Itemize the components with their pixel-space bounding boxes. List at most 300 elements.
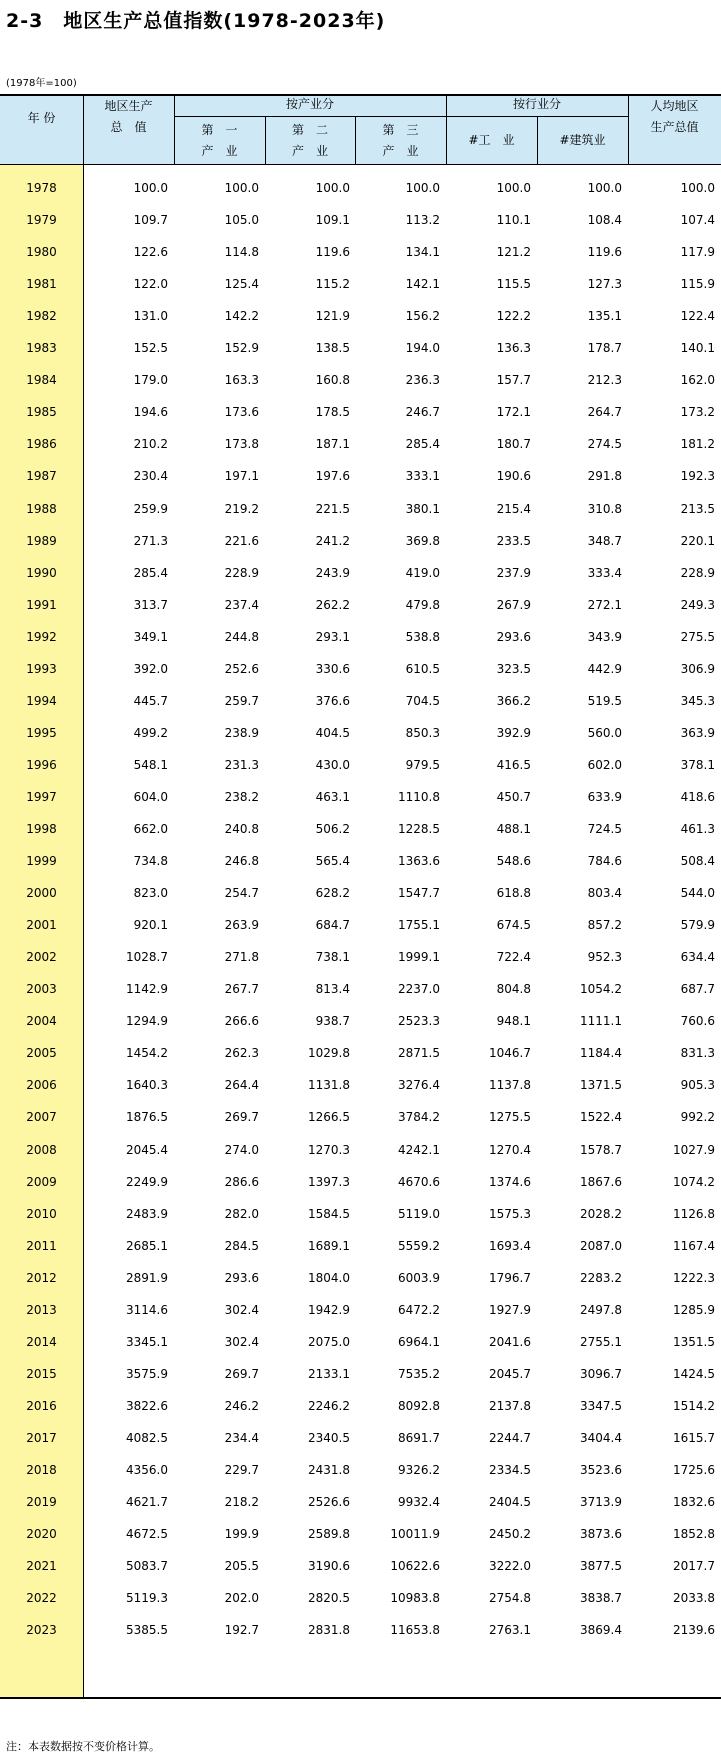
header-secondary xyxy=(265,120,355,162)
value-cell: 724.5 xyxy=(587,822,622,836)
value-cell: 2763.1 xyxy=(489,1623,531,1638)
header-year xyxy=(0,108,83,129)
value-cell: 210.2 xyxy=(133,437,168,452)
table-row xyxy=(0,1614,721,1646)
value-cell: 205.5 xyxy=(224,1559,259,1574)
header-construction-label: #建筑业 xyxy=(559,133,606,147)
year-cell: 1992 xyxy=(26,629,57,644)
value-cell: 2483.9 xyxy=(126,1206,168,1221)
value-cell: 2334.5 xyxy=(489,1463,531,1477)
value-cell: 348.7 xyxy=(587,533,622,548)
value-cell: 115.5 xyxy=(496,277,531,292)
value-cell: 1689.1 xyxy=(308,1238,350,1253)
value-cell: 142.2 xyxy=(224,309,259,324)
year-cell: 2020 xyxy=(26,1527,57,1542)
value-cell: 2589.8 xyxy=(308,1527,350,1542)
value-cell: 1804.0 xyxy=(308,1270,350,1285)
table-row xyxy=(0,1069,721,1101)
value-cell: 244.8 xyxy=(224,629,259,644)
value-cell: 2045.7 xyxy=(489,1366,531,1381)
value-cell: 10983.8 xyxy=(390,1591,440,1606)
table-row xyxy=(0,653,721,685)
value-cell: 241.2 xyxy=(315,533,350,548)
value-cell: 1578.7 xyxy=(580,1142,622,1157)
value-cell: 3877.5 xyxy=(580,1559,622,1574)
value-cell: 293.6 xyxy=(496,629,531,644)
value-cell: 1832.6 xyxy=(673,1495,715,1510)
value-cell: 237.4 xyxy=(224,597,259,612)
value-cell: 548.6 xyxy=(496,854,531,869)
value-cell: 272.1 xyxy=(587,597,622,612)
value-cell: 249.3 xyxy=(680,597,715,612)
value-cell: 231.3 xyxy=(224,757,259,772)
value-cell: 107.4 xyxy=(680,213,715,228)
value-cell: 404.5 xyxy=(315,725,350,740)
value-cell: 1640.3 xyxy=(126,1078,168,1093)
value-cell: 282.0 xyxy=(224,1206,259,1221)
header-per-capita-line1: 人均地区 xyxy=(650,99,699,113)
value-cell: 246.8 xyxy=(224,854,259,869)
header-tertiary xyxy=(355,120,446,162)
value-cell: 508.4 xyxy=(680,854,715,869)
value-cell: 221.5 xyxy=(315,501,350,516)
value-cell: 190.6 xyxy=(496,469,531,484)
value-cell: 488.1 xyxy=(496,822,531,836)
value-cell: 192.3 xyxy=(680,469,715,484)
value-cell: 380.1 xyxy=(405,501,440,516)
value-cell: 323.5 xyxy=(496,661,531,676)
value-cell: 784.6 xyxy=(587,854,622,869)
value-cell: 135.1 xyxy=(587,309,622,324)
table-row xyxy=(0,332,721,364)
value-cell: 704.5 xyxy=(405,693,440,708)
value-cell: 271.8 xyxy=(224,950,259,965)
value-cell: 252.6 xyxy=(224,661,259,676)
unit-note: (1978年=100) xyxy=(6,78,77,89)
value-cell: 920.1 xyxy=(133,918,168,933)
value-cell: 2340.5 xyxy=(308,1430,350,1445)
value-cell: 6964.1 xyxy=(398,1334,440,1349)
table-row xyxy=(0,973,721,1005)
value-cell: 172.1 xyxy=(496,405,531,420)
header-by-sector xyxy=(446,94,628,115)
value-cell: 565.4 xyxy=(315,854,350,869)
table-bottom-border xyxy=(0,1697,721,1699)
value-cell: 1029.8 xyxy=(308,1046,350,1061)
value-cell: 4356.0 xyxy=(126,1463,168,1477)
value-cell: 230.4 xyxy=(133,469,168,484)
value-cell: 259.7 xyxy=(224,693,259,708)
value-cell: 136.3 xyxy=(496,341,531,356)
value-cell: 134.1 xyxy=(405,245,440,260)
value-cell: 722.4 xyxy=(496,950,531,965)
table-row xyxy=(0,1294,721,1326)
year-cell: 1985 xyxy=(26,405,57,420)
value-cell: 1522.4 xyxy=(580,1110,622,1125)
value-cell: 544.0 xyxy=(680,886,715,901)
value-cell: 269.7 xyxy=(224,1366,259,1381)
value-cell: 1796.7 xyxy=(489,1270,531,1285)
table-row xyxy=(0,236,721,268)
year-cell: 1990 xyxy=(26,565,57,580)
value-cell: 938.7 xyxy=(315,1014,350,1029)
value-cell: 2137.8 xyxy=(489,1398,531,1413)
value-cell: 100.0 xyxy=(496,181,531,195)
value-cell: 804.8 xyxy=(496,982,531,997)
table-row xyxy=(0,685,721,717)
value-cell: 1046.7 xyxy=(489,1046,531,1061)
header-by-industry xyxy=(174,94,446,115)
data-table xyxy=(0,94,721,1699)
value-cell: 1275.5 xyxy=(489,1110,531,1125)
value-cell: 1110.8 xyxy=(398,789,440,804)
value-cell: 264.7 xyxy=(587,405,622,420)
table-row xyxy=(0,1358,721,1390)
value-cell: 363.9 xyxy=(680,725,715,740)
value-cell: 952.3 xyxy=(587,950,622,965)
value-cell: 229.7 xyxy=(224,1463,259,1477)
value-cell: 246.7 xyxy=(405,405,440,420)
value-cell: 1575.3 xyxy=(489,1206,531,1221)
value-cell: 274.5 xyxy=(587,437,622,452)
value-cell: 1294.9 xyxy=(126,1014,168,1029)
value-cell: 3713.9 xyxy=(580,1495,622,1510)
value-cell: 674.5 xyxy=(496,918,531,933)
value-cell: 633.9 xyxy=(587,789,622,804)
value-cell: 310.8 xyxy=(587,501,622,516)
value-cell: 662.0 xyxy=(133,822,168,836)
value-cell: 122.2 xyxy=(496,309,531,324)
value-cell: 254.7 xyxy=(224,886,259,901)
value-cell: 610.5 xyxy=(405,661,440,676)
value-cell: 1285.9 xyxy=(673,1302,715,1317)
value-cell: 11653.8 xyxy=(390,1623,440,1638)
value-cell: 628.2 xyxy=(315,886,350,901)
value-cell: 173.2 xyxy=(680,405,715,420)
header-primary-line2: 产 业 xyxy=(201,144,238,158)
value-cell: 1111.1 xyxy=(580,1014,622,1029)
value-cell: 2246.2 xyxy=(308,1398,350,1413)
header-secondary-line2: 产 业 xyxy=(291,144,328,158)
header-industry xyxy=(446,130,537,151)
value-cell: 2017.7 xyxy=(673,1559,715,1574)
value-cell: 1454.2 xyxy=(126,1046,168,1061)
value-cell: 376.6 xyxy=(315,693,350,708)
value-cell: 2045.4 xyxy=(126,1142,168,1157)
table-row xyxy=(0,1005,721,1037)
value-cell: 1876.5 xyxy=(126,1110,168,1125)
value-cell: 1424.5 xyxy=(673,1366,715,1381)
value-cell: 127.3 xyxy=(587,277,622,292)
year-cell: 2002 xyxy=(26,950,57,965)
table-row xyxy=(0,717,721,749)
value-cell: 162.0 xyxy=(680,373,715,388)
value-cell: 100.0 xyxy=(133,181,168,195)
table-row xyxy=(0,268,721,300)
value-cell: 218.2 xyxy=(224,1495,259,1510)
value-cell: 100.0 xyxy=(587,181,622,195)
value-cell: 121.2 xyxy=(496,245,531,260)
value-cell: 194.6 xyxy=(133,405,168,420)
value-cell: 119.6 xyxy=(587,245,622,260)
value-cell: 479.8 xyxy=(405,597,440,612)
table-title: 2-3 地区生产总值指数(1978-2023年) xyxy=(6,10,386,32)
value-cell: 194.0 xyxy=(405,341,440,356)
value-cell: 291.8 xyxy=(587,469,622,484)
table-row xyxy=(0,493,721,525)
year-cell: 1988 xyxy=(26,501,57,516)
value-cell: 3575.9 xyxy=(126,1366,168,1381)
value-cell: 264.4 xyxy=(224,1078,259,1093)
value-cell: 6472.2 xyxy=(398,1302,440,1317)
value-cell: 2237.0 xyxy=(398,982,440,997)
value-cell: 803.4 xyxy=(587,886,622,901)
value-cell: 179.0 xyxy=(133,373,168,388)
value-cell: 100.0 xyxy=(405,181,440,195)
value-cell: 604.0 xyxy=(133,789,168,804)
value-cell: 262.2 xyxy=(315,597,350,612)
table-row xyxy=(0,1134,721,1166)
value-cell: 2891.9 xyxy=(126,1270,168,1285)
value-cell: 109.1 xyxy=(315,213,350,228)
value-cell: 173.8 xyxy=(224,437,259,452)
year-cell: 2017 xyxy=(26,1430,57,1445)
value-cell: 2041.6 xyxy=(489,1334,531,1349)
value-cell: 2685.1 xyxy=(126,1238,168,1253)
table-row xyxy=(0,1486,721,1518)
value-cell: 3096.7 xyxy=(580,1366,622,1381)
value-cell: 905.3 xyxy=(680,1078,715,1093)
value-cell: 187.1 xyxy=(315,437,350,452)
year-cell: 1993 xyxy=(26,661,57,676)
value-cell: 1725.6 xyxy=(673,1463,715,1477)
table-row xyxy=(0,813,721,845)
value-cell: 419.0 xyxy=(405,565,440,580)
year-cell: 2004 xyxy=(26,1014,57,1029)
value-cell: 1228.5 xyxy=(398,822,440,836)
value-cell: 1184.4 xyxy=(580,1046,622,1061)
value-cell: 734.8 xyxy=(133,854,168,869)
year-cell: 2015 xyxy=(26,1366,57,1381)
value-cell: 5385.5 xyxy=(126,1623,168,1638)
value-cell: 113.2 xyxy=(405,213,440,228)
value-cell: 1266.5 xyxy=(308,1110,350,1125)
value-cell: 306.9 xyxy=(680,661,715,676)
value-cell: 271.3 xyxy=(133,533,168,548)
value-cell: 2497.8 xyxy=(580,1302,622,1317)
value-cell: 267.9 xyxy=(496,597,531,612)
table-row xyxy=(0,781,721,813)
table-row xyxy=(0,364,721,396)
value-cell: 3345.1 xyxy=(126,1334,168,1349)
table-row xyxy=(0,877,721,909)
value-cell: 131.0 xyxy=(133,309,168,324)
value-cell: 197.1 xyxy=(224,469,259,484)
value-cell: 8691.7 xyxy=(398,1430,440,1445)
value-cell: 333.4 xyxy=(587,565,622,580)
header-primary-line1: 第 一 xyxy=(201,123,238,137)
value-cell: 1270.3 xyxy=(308,1142,350,1157)
table-row xyxy=(0,1326,721,1358)
value-cell: 1363.6 xyxy=(398,854,440,869)
year-cell: 2008 xyxy=(26,1142,57,1157)
value-cell: 2871.5 xyxy=(398,1046,440,1061)
value-cell: 450.7 xyxy=(496,789,531,804)
value-cell: 1222.3 xyxy=(673,1270,715,1285)
header-year-label: 年 份 xyxy=(27,111,56,125)
year-cell: 2023 xyxy=(26,1623,57,1638)
value-cell: 173.6 xyxy=(224,405,259,420)
value-cell: 122.0 xyxy=(133,277,168,292)
value-cell: 2139.6 xyxy=(673,1623,715,1638)
value-cell: 100.0 xyxy=(315,181,350,195)
value-cell: 5559.2 xyxy=(398,1238,440,1253)
value-cell: 3276.4 xyxy=(398,1078,440,1093)
year-cell: 1991 xyxy=(26,597,57,612)
value-cell: 3222.0 xyxy=(489,1559,531,1574)
table-row xyxy=(0,428,721,460)
table-row xyxy=(0,1582,721,1614)
value-cell: 286.6 xyxy=(224,1174,259,1189)
value-cell: 548.1 xyxy=(133,757,168,772)
value-cell: 197.6 xyxy=(315,469,350,484)
year-cell: 1999 xyxy=(26,854,57,869)
value-cell: 1755.1 xyxy=(398,918,440,933)
value-cell: 237.9 xyxy=(496,565,531,580)
value-cell: 445.7 xyxy=(133,693,168,708)
year-cell: 1989 xyxy=(26,533,57,548)
group-divider xyxy=(174,116,628,117)
value-cell: 684.7 xyxy=(315,918,350,933)
table-row xyxy=(0,621,721,653)
year-cell: 2021 xyxy=(26,1559,57,1574)
table-row xyxy=(0,941,721,973)
table-row xyxy=(0,1550,721,1582)
value-cell: 1028.7 xyxy=(126,950,168,965)
value-cell: 192.7 xyxy=(224,1623,259,1638)
year-cell: 2012 xyxy=(26,1270,57,1285)
value-cell: 213.5 xyxy=(680,501,715,516)
value-cell: 1927.9 xyxy=(489,1302,531,1317)
table-row xyxy=(0,1262,721,1294)
value-cell: 760.6 xyxy=(680,1014,715,1029)
table-row xyxy=(0,204,721,236)
table-row xyxy=(0,1037,721,1069)
value-cell: 246.2 xyxy=(224,1398,259,1413)
value-cell: 857.2 xyxy=(587,918,622,933)
value-cell: 114.8 xyxy=(224,245,259,260)
year-cell: 2009 xyxy=(26,1174,57,1189)
value-cell: 823.0 xyxy=(133,886,168,901)
header-bottom-border xyxy=(0,164,721,165)
table-row xyxy=(0,1390,721,1422)
header-by-sector-label: 按行业分 xyxy=(512,97,561,111)
value-cell: 105.0 xyxy=(224,213,259,228)
value-cell: 1054.2 xyxy=(580,982,622,997)
value-cell: 142.1 xyxy=(405,277,440,292)
value-cell: 3190.6 xyxy=(308,1559,350,1574)
value-cell: 4672.5 xyxy=(126,1527,168,1542)
value-cell: 293.6 xyxy=(224,1270,259,1285)
year-cell: 1997 xyxy=(26,789,57,804)
value-cell: 2755.1 xyxy=(580,1334,622,1349)
value-cell: 100.0 xyxy=(224,181,259,195)
value-cell: 463.1 xyxy=(315,789,350,804)
value-cell: 3114.6 xyxy=(126,1302,168,1317)
value-cell: 2133.1 xyxy=(308,1366,350,1381)
value-cell: 285.4 xyxy=(133,565,168,580)
value-cell: 1137.8 xyxy=(489,1078,531,1093)
value-cell: 178.7 xyxy=(587,341,622,356)
value-cell: 122.6 xyxy=(133,245,168,260)
year-cell: 2003 xyxy=(26,982,57,997)
value-cell: 125.4 xyxy=(224,277,259,292)
year-cell: 2022 xyxy=(26,1591,57,1606)
value-cell: 2754.8 xyxy=(489,1591,531,1606)
value-cell: 4670.6 xyxy=(398,1174,440,1189)
value-cell: 269.7 xyxy=(224,1110,259,1125)
value-cell: 1126.8 xyxy=(673,1206,715,1221)
value-cell: 109.7 xyxy=(133,213,168,228)
year-cell: 1981 xyxy=(26,277,57,292)
value-cell: 8092.8 xyxy=(398,1398,440,1413)
value-cell: 178.5 xyxy=(315,405,350,420)
value-cell: 236.3 xyxy=(405,373,440,388)
year-cell: 1998 xyxy=(26,822,57,836)
year-cell: 2013 xyxy=(26,1302,57,1317)
value-cell: 343.9 xyxy=(587,629,622,644)
value-cell: 369.8 xyxy=(405,533,440,548)
value-cell: 2249.9 xyxy=(126,1174,168,1189)
value-cell: 392.0 xyxy=(133,661,168,676)
value-cell: 1074.2 xyxy=(673,1174,715,1189)
year-cell: 1983 xyxy=(26,341,57,356)
value-cell: 1027.9 xyxy=(673,1142,715,1157)
value-cell: 243.9 xyxy=(315,565,350,580)
value-cell: 138.5 xyxy=(315,341,350,356)
value-cell: 992.2 xyxy=(680,1110,715,1125)
value-cell: 461.3 xyxy=(680,822,715,836)
value-cell: 267.7 xyxy=(224,982,259,997)
value-cell: 219.2 xyxy=(224,501,259,516)
header-per-capita xyxy=(628,96,721,138)
value-cell: 5119.3 xyxy=(126,1591,168,1606)
table-row xyxy=(0,909,721,941)
year-cell: 1982 xyxy=(26,309,57,324)
table-row xyxy=(0,1518,721,1550)
value-cell: 156.2 xyxy=(405,309,440,324)
value-cell: 181.2 xyxy=(680,437,715,452)
year-cell: 2010 xyxy=(26,1206,57,1221)
value-cell: 506.2 xyxy=(315,822,350,836)
value-cell: 1942.9 xyxy=(308,1302,350,1317)
value-cell: 100.0 xyxy=(680,181,715,195)
value-cell: 1514.2 xyxy=(673,1398,715,1413)
year-cell: 2005 xyxy=(26,1046,57,1061)
value-cell: 2431.8 xyxy=(308,1463,350,1477)
value-cell: 108.4 xyxy=(587,213,622,228)
value-cell: 349.1 xyxy=(133,629,168,644)
value-cell: 418.6 xyxy=(680,789,715,804)
value-cell: 378.1 xyxy=(680,757,715,772)
header-gdp-line1: 地区生产 xyxy=(104,99,153,113)
value-cell: 2831.8 xyxy=(308,1623,350,1638)
value-cell: 1142.9 xyxy=(126,982,168,997)
value-cell: 519.5 xyxy=(587,693,622,708)
value-cell: 3869.4 xyxy=(580,1623,622,1638)
value-cell: 979.5 xyxy=(405,757,440,772)
value-cell: 215.4 xyxy=(496,501,531,516)
